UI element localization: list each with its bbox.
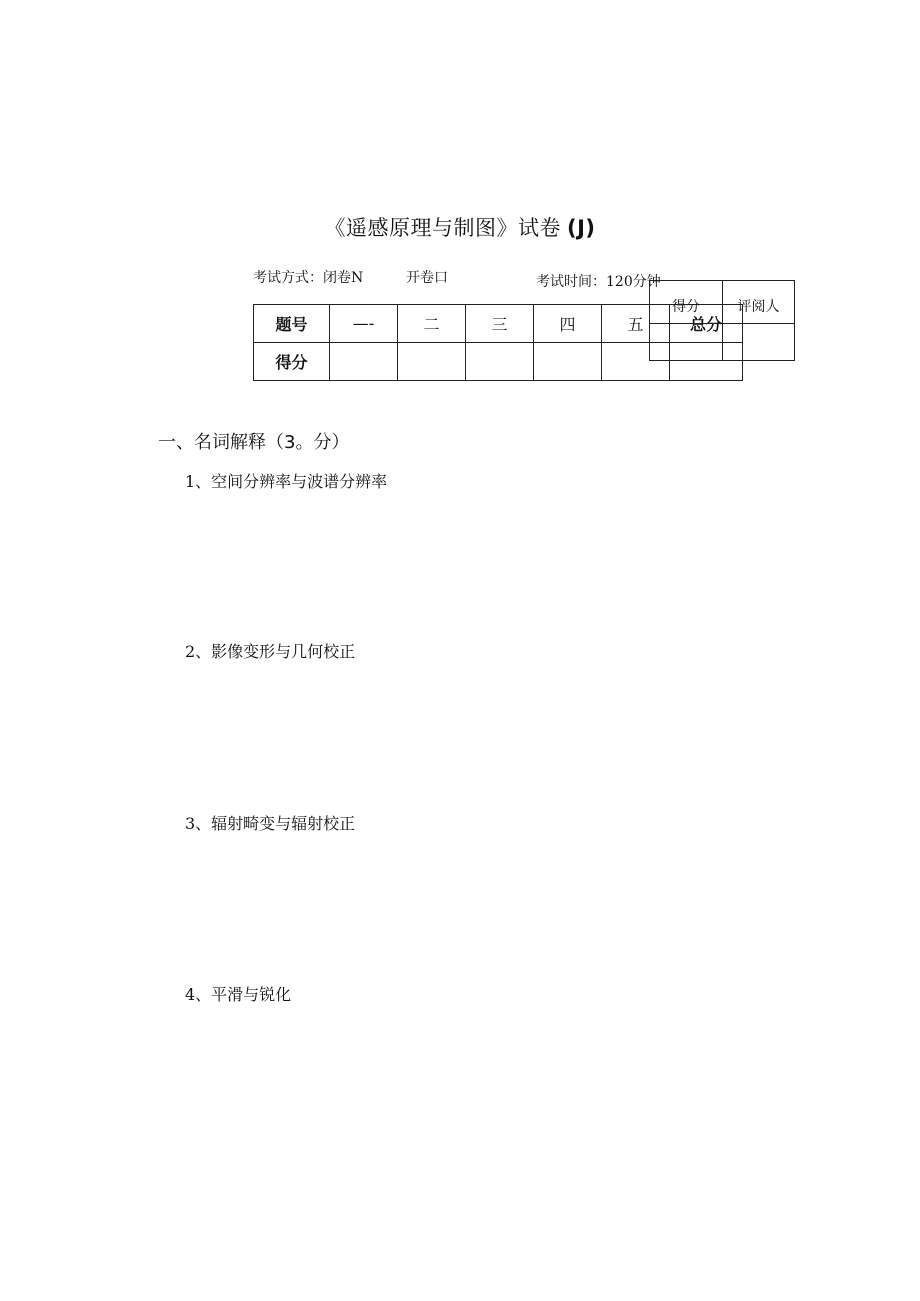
reviewer-box-reviewer-label: 评阅人 (723, 281, 795, 324)
score-field-q2[interactable] (398, 343, 466, 381)
score-field-q3[interactable] (466, 343, 534, 381)
reviewer-name-field[interactable] (723, 324, 795, 361)
cell-q4: 四 (534, 305, 602, 343)
exam-title-suffix: (J) (566, 216, 596, 240)
reviewer-box-score-label: 得分 (650, 281, 723, 324)
cell-q2: 二 (398, 305, 466, 343)
cell-question-number-label: 题号 (254, 305, 330, 343)
score-field-q1[interactable] (330, 343, 398, 381)
reviewer-score-field[interactable] (650, 324, 723, 361)
cell-q3: 三 (466, 305, 534, 343)
exam-title-main: 《遥感原理与制图》试卷 (324, 216, 561, 240)
cell-total: 总分 (670, 305, 743, 343)
reviewer-box (649, 280, 795, 361)
cell-q5: 五 (602, 305, 670, 343)
open-book-option: 开卷口 (406, 270, 448, 286)
question-item: 2、影像变形与几何校正 (185, 642, 356, 661)
score-field-q4[interactable] (534, 343, 602, 381)
reviewer-box-header-row (650, 281, 795, 324)
question-item: 1、空间分辨率与波谱分辨率 (185, 472, 388, 491)
cell-score-label: 得分 (254, 343, 330, 381)
cell-q1: —- (330, 305, 398, 343)
question-item: 3、辐射畸变与辐射校正 (185, 814, 356, 833)
section-1-heading: 一、名词解释（3。分） (158, 432, 350, 453)
exam-title (0, 212, 920, 242)
question-item: 4、平滑与锐化 (185, 985, 292, 1004)
exam-method: 考试方式：闭卷N (253, 270, 364, 286)
exam-time: 考试时间：120分钟 (536, 274, 661, 290)
reviewer-box-input-row (650, 324, 795, 361)
